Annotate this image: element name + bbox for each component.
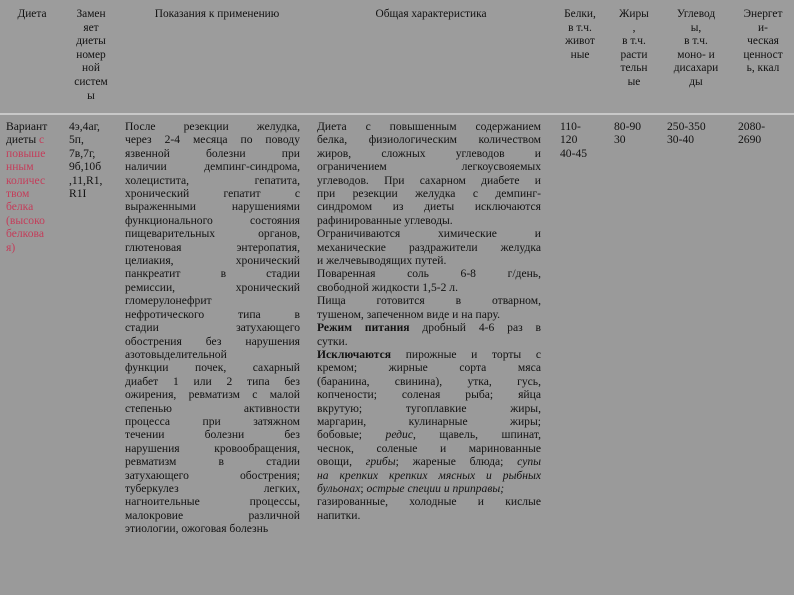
carbs-value: 250-350 30-40 [667,120,706,147]
text-line: жиров, сложных углеводов и [317,146,541,160]
text-line: тушеном, запеченном виде и на пару. [317,307,501,321]
char-exc-line-d: на крепких крепких мясных и рыбных [317,468,541,482]
char-paragraph-salt [317,267,541,294]
text-line: гломерулонефрит [125,294,212,308]
text-line: функционального состояния [125,213,300,227]
text-line: Пища готовится в отварном, [317,294,541,308]
diet-name [6,120,62,254]
proteins-value: 110- 120 40-45 [560,120,588,160]
text-line: нефротического типа в [125,307,300,321]
char-exc-line-a: бобовые; редис, щавель, шпинат, [317,428,541,442]
header-proteins: Белки, в т.ч. живот ные [564,8,596,61]
char-exc-line-e: бульонах; острые специи и приправы; [317,481,505,495]
text-line: туберкулез легких, [125,481,300,495]
text-line: синдромом из диеты исключаются [317,200,541,214]
header-energy: Энергет и- ческая ценност ь, ккал [743,8,783,75]
characteristics-text [317,120,541,522]
text-line: углеводов. При сахарном диабете и [317,173,541,187]
text-line: при резекции желудка с демпинг- [317,187,541,201]
text-line: азотовыделительной [125,347,227,361]
char-paragraph-composition [317,120,541,227]
char-mode-line2: сутки. [317,334,348,348]
text-line: свободной жидкости 1,5-2 л. [317,280,458,294]
diet-name-highlight: с повыше нным количес твом белка (высоко белкова я) [6,133,46,254]
text-line: течении болезни без [125,428,300,442]
header-replaces: Замен яет диеты номер ной систем ы [74,8,108,102]
text-line: После резекции желудка, [125,120,300,133]
text-line: механические раздражители желудка [317,240,541,254]
text-line: затухающего обострения; [125,468,300,482]
char-exc-line-b: чеснок, соленые и маринованные [317,441,541,455]
text-line: язвенной болезни при [125,146,300,160]
diet-name-prefix: Вариант диеты [6,120,48,147]
header-diet: Диета [17,8,47,20]
text-line: целиакия, хронический [125,254,300,268]
text-line: холецистита, гепатита, [125,173,300,187]
header-divider [0,113,794,115]
text-line: ремиссии, хронический [125,280,300,294]
char-excluded-line: Исключаются пирожные и торты с [317,347,541,361]
text-line: функции почек, сахарный [125,361,300,375]
text-line: через 2-4 месяца по поводу [125,133,300,147]
header-carbs: Углевод ы, в т.ч. моно- и дисахари ды [673,8,719,88]
text-line: глютеновая энтеропатия, [125,240,300,254]
text-line: выраженными нарушениями [125,200,300,214]
header-characteristics: Общая характеристика [375,8,487,20]
char-exc-line-g: напитки. [317,508,361,522]
text-line: наличии демпинг-синдрома, [125,160,300,174]
replaced-diets: 4э,4аг, 5п, 7в,7г, 9б,10б ,11,R1, R1I [69,120,103,201]
text-line: Поваренная соль 6-8 г/день, [317,267,541,281]
header-indications: Показания к применению [154,8,280,20]
text-line: белка, физиологическим количеством [317,133,541,147]
char-exc-line-f: газированные, холодные и кислые [317,495,541,509]
text-line: панкреатит в стадии [125,267,300,281]
text-line: ограничением легкоусвояемых [317,160,541,174]
text-line: и желчевыводящих путей. [317,254,447,268]
text-line: процесса при затяжном [125,414,300,428]
energy-value: 2080- 2690 [738,120,766,147]
text-line: копчености; соленая рыба; яйца [317,388,541,402]
text-line: рафинированные углеводы. [317,213,453,227]
text-line: пищеварительных органов, [125,227,300,241]
text-line: ожирения, ревматизм с малой [125,388,300,402]
fats-value: 80-90 30 [614,120,642,147]
text-line: Диета с повышенным содержанием [317,120,541,133]
text-line: ревматизм в стадии [125,455,300,469]
text-line: степенью активности [125,401,300,415]
text-line: диабет 1 или 2 типа без [125,374,300,388]
char-exc-line-c: овощи, грибы; жареные блюда; супы [317,455,541,469]
text-line: малокровие различной [125,508,300,522]
header-fats: Жиры , в т.ч. расти тельн ые [619,8,649,88]
text-line: нарушения кровообращения, [125,441,300,455]
char-paragraph-restrictions [317,227,541,267]
text-line: Ограничиваются химические и [317,227,541,241]
text-line: обострения без нарушения [125,334,300,348]
text-line: (баранина, свинина), утка, гусь, [317,374,541,388]
text-line: кремом; жирные сорта мяса [317,361,541,375]
char-mode-line: Режим питания дробный 4-6 раз в [317,321,541,335]
text-line: маргарин, кулинарные жиры; [317,414,541,428]
char-excluded-list [317,361,541,428]
text-line: хронический гепатит с [125,187,300,201]
text-line: вкрутую; тугоплавкие жиры, [317,401,541,415]
char-paragraph-cooking [317,294,541,321]
text-line: нагноительные процессы, [125,495,300,509]
text-line: этиологии, ожоговая болезнь [125,522,269,536]
indications-text [125,120,300,536]
text-line: стадии затухающего [125,321,300,335]
